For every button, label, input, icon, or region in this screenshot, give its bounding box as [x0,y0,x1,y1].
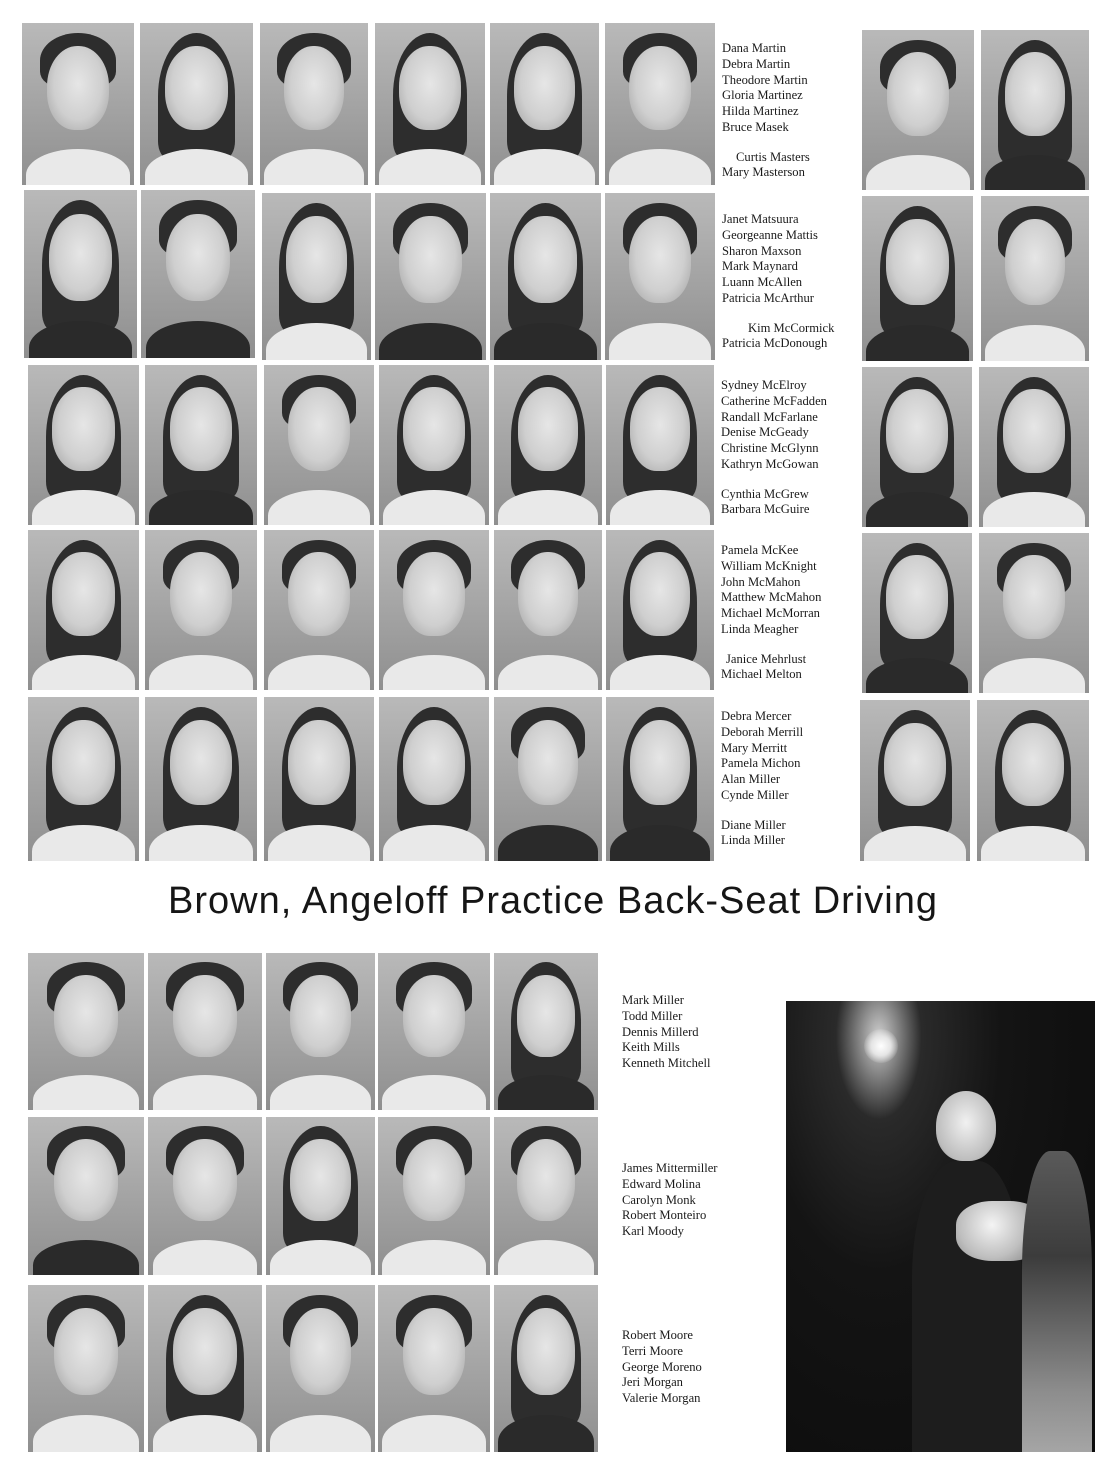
portrait-photo [148,1117,262,1275]
portrait-photo [141,190,255,358]
portrait-photo [494,1117,598,1275]
student-name: Mary Merritt [721,740,788,755]
portrait-photo [145,365,257,525]
portrait-photo [860,700,970,861]
student-name: Robert Moore [622,1328,693,1342]
student-name: Randall McFarlane [721,409,818,424]
name-list [622,1161,717,1240]
student-name: Barbara McGuire [721,502,810,517]
portrait-photo [494,1285,598,1452]
portrait-photo [379,530,489,690]
student-name: Kenneth Mitchell [622,1056,711,1071]
student-name: William McKnight [721,558,817,573]
portrait-photo [862,196,973,361]
student-name: Alan Miller [721,772,781,787]
student-name: Mary Masterson [722,165,805,180]
student-name: Patricia McDonough [722,336,828,351]
portrait-photo [24,190,137,358]
portrait-photo [981,196,1089,361]
portrait-photo [605,193,715,360]
student-name: Christine McGlynn [721,441,819,456]
portrait-photo [375,23,485,185]
portrait-photo [977,700,1089,861]
name-list [721,543,821,683]
student-name: Georgeanne Mattis [722,227,818,242]
portrait-photo [28,1117,144,1275]
portrait-photo [862,367,972,527]
student-name: Carolyn Monk [622,1192,696,1207]
portrait-photo [979,533,1089,693]
portrait-photo [262,193,371,360]
portrait-photo [266,1285,375,1452]
portrait-photo [981,30,1089,190]
student-name: Karl Moody [622,1224,684,1239]
student-name: Catherine McFadden [721,393,827,408]
student-name: Curtis Masters [736,149,810,164]
portrait-photo [378,1285,490,1452]
portrait-photo [379,697,489,861]
student-name: Edward Molina [622,1176,701,1191]
student-name: Mark Miller [622,993,684,1007]
portrait-photo [28,365,139,525]
figure [906,1091,1026,1452]
student-name: Valerie Morgan [622,1391,701,1406]
student-name: Terri Moore [622,1343,684,1358]
figure [1022,1151,1092,1452]
portrait-photo [375,193,486,360]
portrait-photo [266,953,375,1110]
student-name: Robert Monteiro [622,1208,707,1223]
student-name: Dana Martin [722,41,786,55]
name-list [721,378,827,518]
student-name: Bruce Masek [722,119,789,134]
student-name: George Moreno [622,1359,702,1374]
student-name: Linda Meagher [721,621,799,636]
portrait-photo [148,953,262,1110]
portrait-photo [490,23,599,185]
student-name: Linda Miller [721,833,786,848]
portrait-photo [494,697,602,861]
event-photo [786,1001,1095,1452]
portrait-photo [22,23,134,185]
portrait-photo [264,697,374,861]
portrait-photo [28,953,144,1110]
student-name: James Mittermiller [622,1161,718,1175]
portrait-photo [606,365,714,525]
portrait-photo [494,365,602,525]
student-name: Kim McCormick [748,320,835,335]
student-name: Jeri Morgan [622,1375,683,1390]
portrait-photo [606,697,714,861]
page-headline: Brown, Angeloff Practice Back-Seat Driving [168,880,938,922]
portrait-photo [379,365,489,525]
portrait-photo [264,365,374,525]
student-name: Theodore Martin [722,72,808,87]
student-name: Dennis Millerd [622,1024,699,1039]
portrait-photo [494,530,602,690]
portrait-photo [862,533,972,693]
portrait-photo [264,530,374,690]
student-name: Michael McMorran [721,606,820,621]
student-name: Janet Matsuura [722,212,799,226]
portrait-photo [494,953,598,1110]
name-list [722,212,834,352]
student-name: Mark Maynard [722,259,798,274]
student-name: Denise McGeady [721,425,809,440]
student-name: Sydney McElroy [721,378,807,392]
portrait-photo [490,193,601,360]
student-name: Gloria Martinez [722,88,803,103]
student-name: Todd Miller [622,1008,683,1023]
student-name: Kathryn McGowan [721,456,819,471]
portrait-photo [378,1117,490,1275]
portrait-photo [28,530,139,690]
portrait-photo [862,30,974,190]
name-list [622,993,710,1072]
student-name: Pamela McKee [721,543,799,557]
portrait-photo [378,953,490,1110]
name-list [622,1328,702,1407]
portrait-photo [140,23,253,185]
student-name: Cynde Miller [721,787,789,802]
student-name: Pamela Michon [721,756,801,771]
student-name: Keith Mills [622,1040,680,1055]
portrait-photo [979,367,1089,527]
portrait-photo [260,23,368,185]
portrait-photo [148,1285,262,1452]
portrait-photo [605,23,715,185]
name-list [722,41,810,181]
portrait-photo [28,697,139,861]
portrait-photo [145,530,257,690]
spotlight [864,1029,898,1063]
student-name: Sharon Maxson [722,243,802,258]
student-name: Patricia McArthur [722,290,814,305]
student-name: Janice Mehrlust [726,651,807,666]
student-name: Deborah Merrill [721,724,804,739]
student-name: Michael Melton [721,667,802,682]
portrait-photo [28,1285,144,1452]
student-name: Diane Miller [721,817,786,832]
student-name: John McMahon [721,574,801,589]
portrait-photo [266,1117,375,1275]
student-name: Debra Mercer [721,709,792,723]
student-name: Luann McAllen [722,275,803,290]
student-name: Cynthia McGrew [721,486,809,501]
student-name: Hilda Martinez [722,104,799,119]
student-name: Debra Martin [722,56,791,71]
portrait-photo [145,697,257,861]
name-list [721,709,803,849]
portrait-photo [606,530,714,690]
student-name: Matthew McMahon [721,590,822,605]
